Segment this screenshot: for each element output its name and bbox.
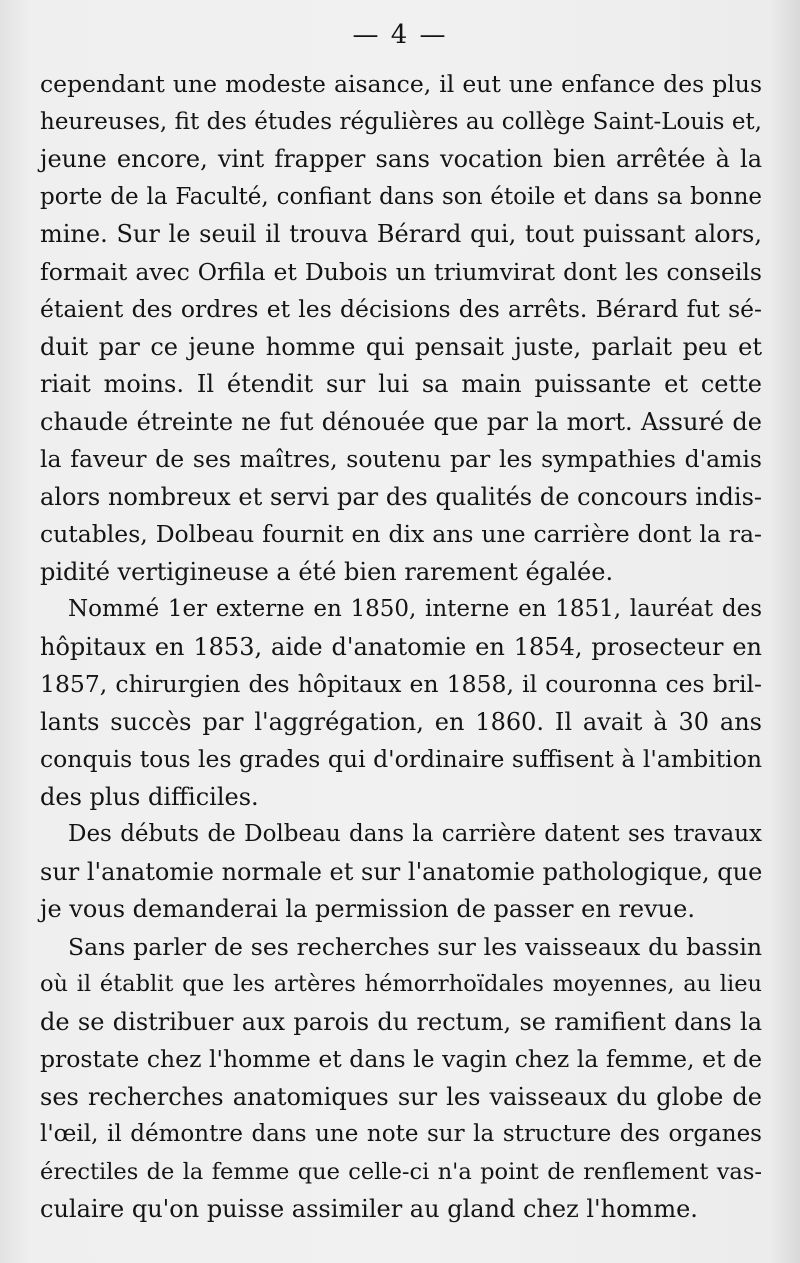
text-line: heureuses, fit des études régulières au collège Saint-Louis et,: [40, 108, 762, 135]
text-line: sur l'anatomie normale et sur l'anatomie pathologique, que: [40, 857, 763, 886]
text-line: pidité vertigineuse a été bien rarement égalée.: [40, 557, 614, 586]
text-line: prostate chez l'homme et dans le vagin chez la femme, et de: [40, 1045, 762, 1073]
body-text: [40, 66, 762, 1229]
text-line: jeune encore, vint frapper sans vocation bien arrêtée à la: [40, 145, 762, 173]
text-line: étaient des ordres et les décisions des arrêts. Bérard fut sé-: [40, 295, 762, 323]
text-line: lants succès par l'aggrégation, en 1860. Il avait à 30 ans: [40, 707, 762, 736]
text-line: où il établit que les artères hémorrhoïdales moyennes, au lieu: [40, 971, 762, 997]
text-line: Sans parler de ses recherches sur les vaisseaux du bassin: [68, 932, 762, 961]
page-number: — 4 —: [352, 20, 448, 50]
text-line: la faveur de ses maîtres, soutenu par les sympathies d'amis: [40, 445, 762, 473]
text-line: culaire qu'on puisse assimiler au gland chez l'homme.: [40, 1195, 698, 1223]
text-line: duit par ce jeune homme qui pensait juste, parlait peu et: [40, 332, 762, 361]
text-line: mine. Sur le seuil il trouva Bérard qui, tout puissant alors,: [40, 220, 762, 248]
text-line: formait avec Orfila et Dubois un triumvirat dont les conseils: [40, 257, 762, 286]
text-line: chaude étreinte ne fut dénouée que par la mort. Assuré de: [40, 407, 762, 436]
text-line: érectiles de la femme que celle-ci n'a point de renflement vas-: [40, 1158, 762, 1185]
text-line: des plus difficiles.: [40, 782, 259, 811]
text-line: ses recherches anatomiques sur les vaisseaux du globe de: [40, 1082, 762, 1111]
text-line: l'œil, il démontre dans une note sur la structure des organes: [40, 1121, 762, 1147]
text-line: conquis tous les grades qui d'ordinaire suffisent à l'ambition: [40, 745, 762, 773]
text-line: 1857, chirurgien des hôpitaux en 1858, il couronna ces bril-: [40, 670, 762, 698]
text-line: alors nombreux et servi par des qualités de concours indis-: [40, 482, 762, 511]
text-line: riait moins. Il étendit sur lui sa main puissante et cette: [40, 370, 762, 398]
text-line: Des débuts de Dolbeau dans la carrière datent ses travaux: [68, 821, 762, 847]
text-line: je vous demanderai la permission de passer en revue.: [40, 895, 695, 923]
text-line: cutables, Dolbeau fournit en dix ans une carrière dont la ra-: [40, 520, 762, 548]
text-line: Nommé 1er externe en 1850, interne en 1851, lauréat des: [68, 596, 762, 622]
text-line: hôpitaux en 1853, aide d'anatomie en 1854, prosecteur en: [40, 632, 762, 661]
text-line: de se distribuer aux parois du rectum, se ramifient dans la: [40, 1007, 762, 1036]
text-line: cependant une modeste aisance, il eut une enfance des plus: [40, 70, 762, 98]
text-line: porte de la Faculté, confiant dans son étoile et dans sa bonne: [40, 183, 762, 210]
